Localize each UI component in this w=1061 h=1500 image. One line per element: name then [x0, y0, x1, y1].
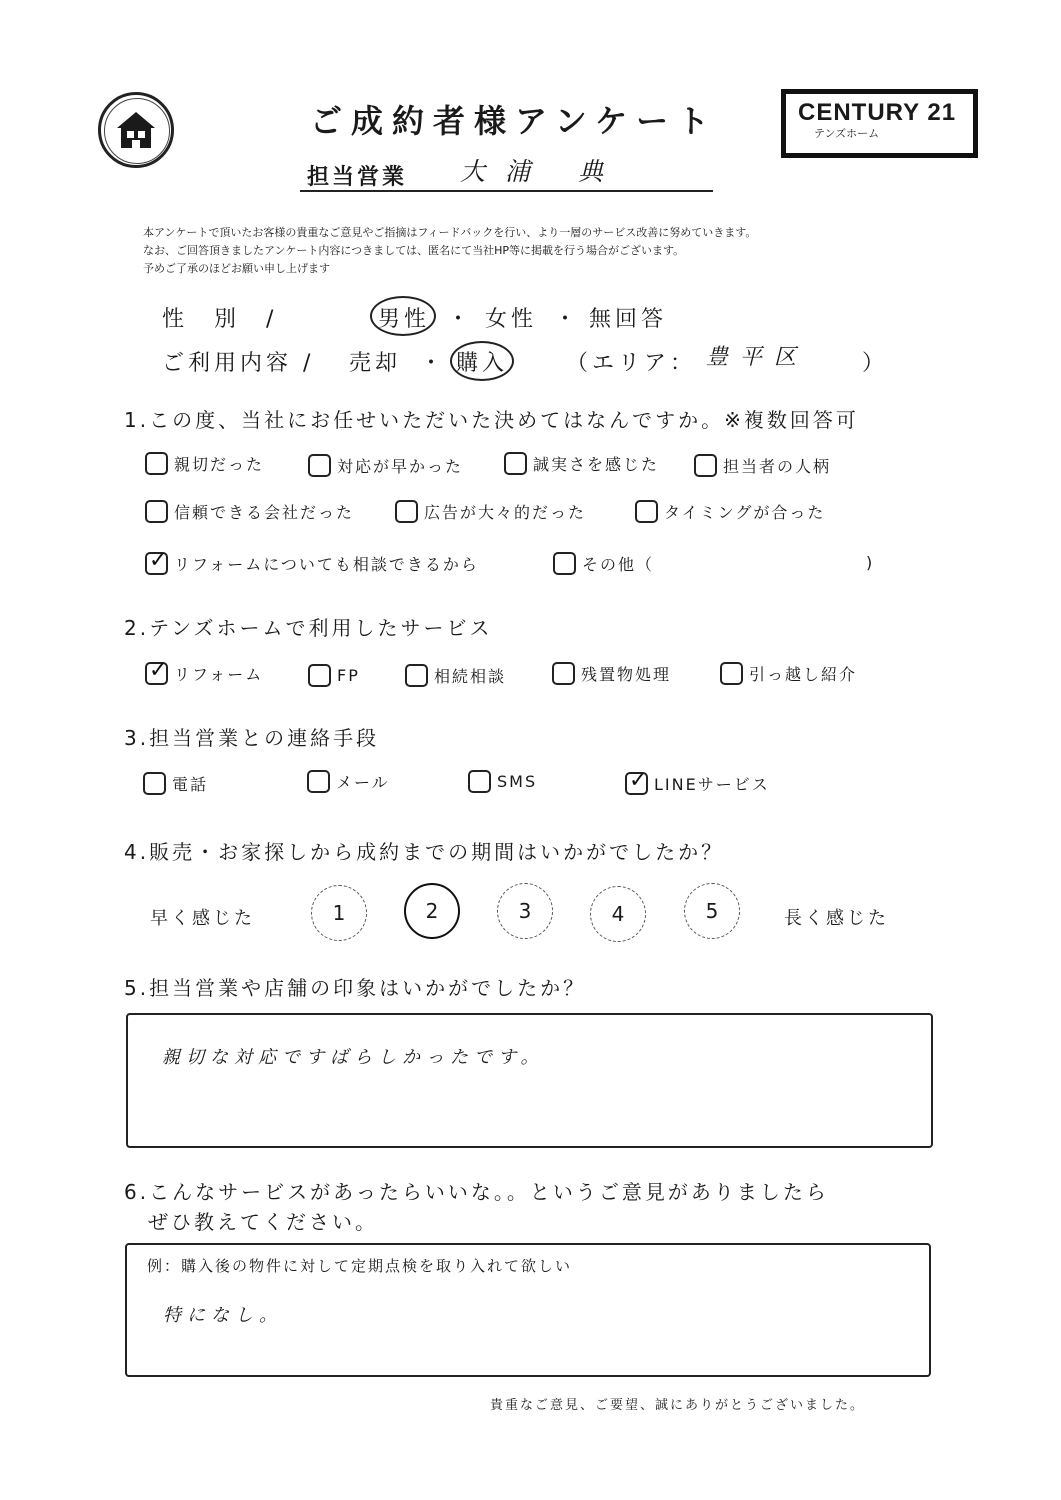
page-title: ご成約者様アンケート: [310, 102, 719, 140]
q2-option-reform[interactable]: ✓ リフォーム: [145, 662, 263, 685]
staff-label: 担当営業: [307, 165, 408, 190]
brand-name: CENTURY 21: [798, 99, 957, 126]
q1-option-ads[interactable]: 広告が大々的だった: [395, 500, 586, 523]
gender-option-female[interactable]: 女性: [485, 307, 538, 332]
q6-answer-box[interactable]: [125, 1243, 931, 1377]
question-5-title: 5.担当営業や店舗の印象はいかがでしたか？: [124, 976, 587, 1000]
q2-option-inheritance[interactable]: 相続相談: [405, 664, 506, 687]
checkbox[interactable]: [143, 772, 166, 795]
intro-line-2: なお、ご回答頂きましたアンケート内容につきましては、匿名にて当社HP等に掲載を行う場合がございます。: [143, 244, 685, 257]
q2-option-disposal[interactable]: 残置物処理: [552, 662, 671, 685]
usage-option-buy[interactable]: 購入: [456, 351, 509, 376]
scale-high-label: 長く感じた: [784, 908, 889, 929]
q6-example: 例：購入後の物件に対して定期点検を取り入れて欲しい: [147, 1257, 573, 1275]
brand-logo: [781, 89, 978, 158]
separator-dot: ・: [554, 307, 581, 332]
closing-message: 貴重なご意見、ご要望、誠にありがとうございました。: [490, 1398, 866, 1413]
q5-answer-text: 親切な対応ですばらしかったです。: [162, 1047, 545, 1068]
brand-subname: テンズホーム: [814, 127, 880, 140]
q1-option-trust[interactable]: 信頼できる会社だった: [145, 500, 354, 523]
scale-low-label: 早く感じた: [150, 908, 255, 929]
q3-option-mail[interactable]: メール: [307, 770, 390, 793]
checkbox[interactable]: [553, 552, 576, 575]
checkbox[interactable]: [308, 454, 331, 477]
house-logo-icon: [98, 92, 174, 168]
q1-option-kind[interactable]: 親切だった: [145, 452, 264, 475]
checkbox[interactable]: [145, 500, 168, 523]
area-close: ）: [862, 351, 889, 376]
usage-label: ご利用内容 /: [162, 351, 315, 376]
q3-option-sms[interactable]: SMS: [468, 770, 537, 793]
gender-label: 性 別 /: [162, 307, 278, 332]
q1-option-fast[interactable]: 対応が早かった: [308, 454, 463, 477]
separator-dot: ・: [447, 307, 474, 332]
q1-option-reform[interactable]: ✓ リフォームについても相談できるから: [145, 552, 479, 575]
q2-option-moving[interactable]: 引っ越し紹介: [720, 662, 857, 685]
checkbox-checked[interactable]: [145, 662, 168, 685]
question-4-title: 4.販売・お家探しから成約までの期間はいかがでしたか？: [124, 840, 725, 864]
q2-option-fp[interactable]: FP: [308, 664, 360, 687]
staff-name: 大浦 典: [460, 157, 623, 186]
intro-line-1: 本アンケートで頂いたお客様の貴重なご意見やご指摘はフィードバックを行い、より一層のサービス改善に努めていきます。: [143, 226, 757, 239]
intro-line-3: 予めご了承のほどお願い申し上げます: [143, 262, 330, 275]
checkbox[interactable]: [720, 662, 743, 685]
checkbox[interactable]: [307, 770, 330, 793]
checkbox[interactable]: [635, 500, 658, 523]
checkbox[interactable]: [405, 664, 428, 687]
area-open: （エリア：: [566, 351, 697, 376]
q5-answer-box[interactable]: [126, 1013, 933, 1148]
question-2-title: 2.テンズホームで利用したサービス: [124, 616, 493, 640]
checkbox-checked[interactable]: [145, 552, 168, 575]
selection-circle-usage: [450, 341, 514, 381]
q6-answer-text: 特になし。: [163, 1305, 283, 1326]
separator-dot: ・: [420, 351, 447, 376]
rating-option-2-selected[interactable]: 2: [404, 883, 460, 939]
rating-option-3[interactable]: 3: [497, 883, 553, 939]
area-value: 豊平区: [706, 345, 809, 370]
checkbox[interactable]: [552, 662, 575, 685]
question-6-title-line-2: ぜひ教えてください。: [148, 1210, 378, 1234]
q1-option-personality[interactable]: 担当者の人柄: [694, 454, 831, 477]
rating-option-1[interactable]: 1: [311, 885, 367, 941]
checkbox[interactable]: [468, 770, 491, 793]
selection-circle-gender: [370, 296, 436, 336]
checkbox[interactable]: [694, 454, 717, 477]
question-3-title: 3.担当営業との連絡手段: [124, 726, 380, 750]
house-icon: [115, 109, 157, 151]
question-6-title-line-1: 6.こんなサービスがあったらいいな。。というご意見がありましたら: [124, 1180, 829, 1204]
q1-option-other[interactable]: その他（: [553, 552, 654, 575]
usage-option-sell[interactable]: 売却: [349, 351, 402, 376]
q1-other-close: ): [866, 553, 873, 572]
gender-option-male[interactable]: 男性: [378, 307, 431, 332]
q3-option-line[interactable]: ✓ LINEサービス: [625, 772, 770, 795]
gender-option-none[interactable]: 無回答: [589, 307, 668, 332]
rating-option-5[interactable]: 5: [684, 883, 740, 939]
checkbox[interactable]: [395, 500, 418, 523]
checkbox[interactable]: [504, 452, 527, 475]
question-1-title: 1.この度、当社にお任せいただいた決めてはなんですか。※複数回答可: [124, 408, 859, 432]
q1-option-timing[interactable]: タイミングが合った: [635, 500, 825, 523]
checkbox[interactable]: [308, 664, 331, 687]
checkbox[interactable]: [145, 452, 168, 475]
q1-option-sincere[interactable]: 誠実さを感じた: [504, 452, 659, 475]
rating-option-4[interactable]: 4: [590, 886, 646, 942]
q3-option-phone[interactable]: 電話: [143, 772, 208, 795]
checkbox-checked[interactable]: [625, 772, 648, 795]
staff-underline: [300, 190, 713, 192]
